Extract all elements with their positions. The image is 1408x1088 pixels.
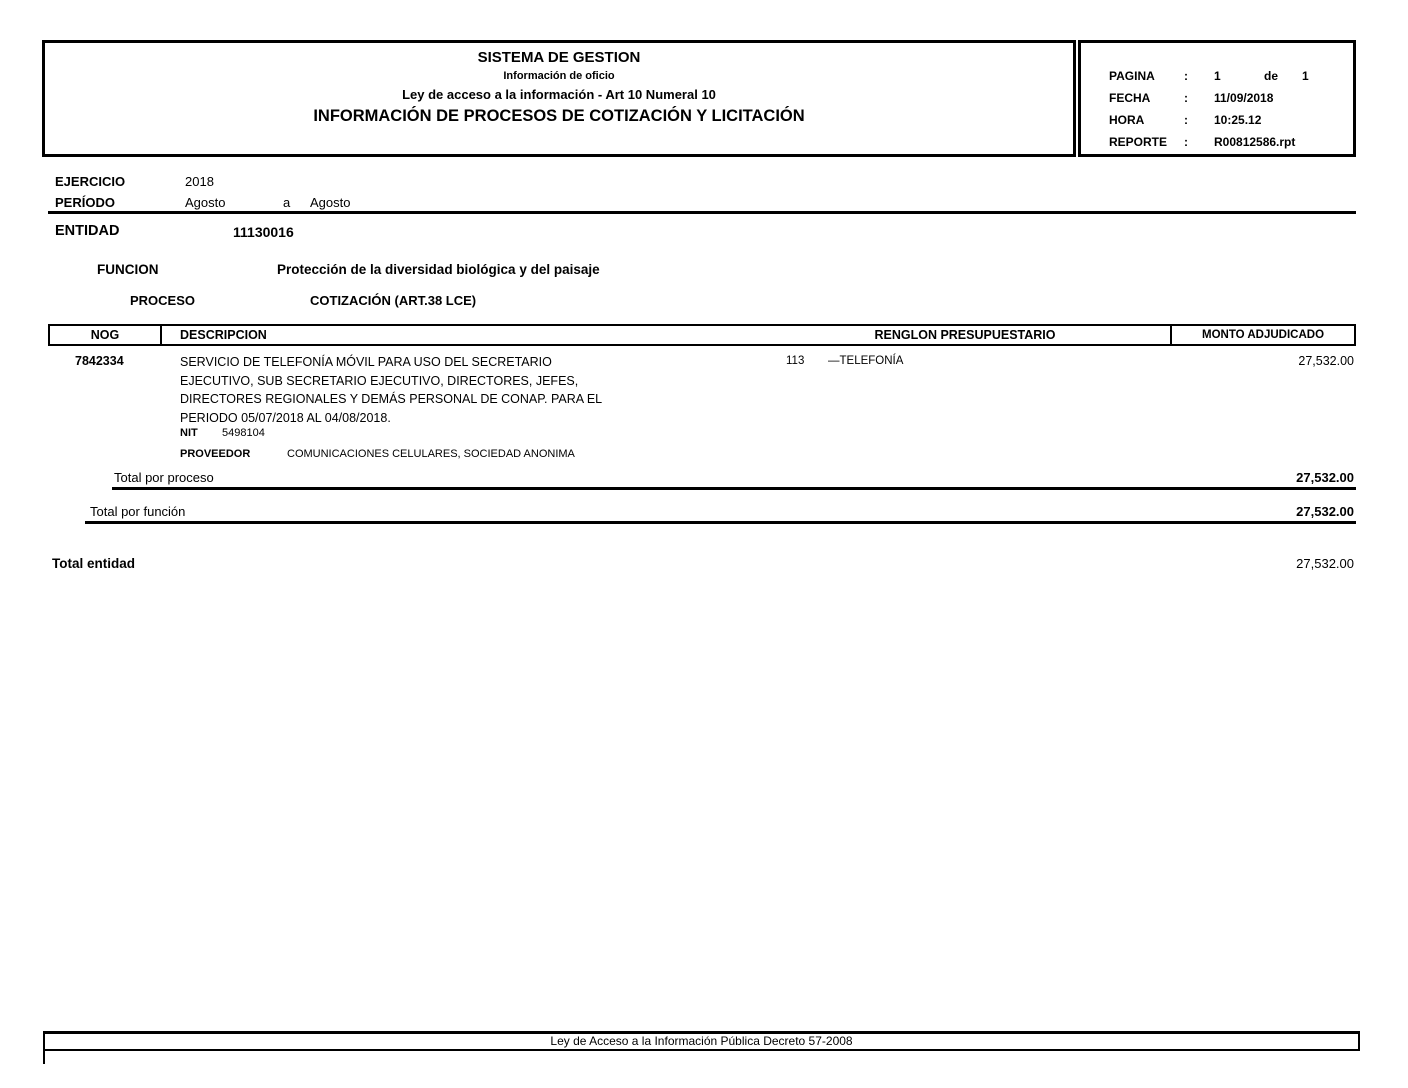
footer-legal-box xyxy=(43,1031,1360,1051)
divider-under-periodo xyxy=(48,211,1356,214)
proveedor-label: PROVEEDOR xyxy=(180,448,251,460)
col-header-descripcion: DESCRIPCION xyxy=(160,326,760,344)
reporte-value: R00812586.rpt xyxy=(1214,135,1296,149)
periodo-a: a xyxy=(283,195,291,210)
fecha-label: FECHA xyxy=(1109,91,1151,105)
total-entidad-monto: 27,532.00 xyxy=(1296,556,1354,571)
periodo-label: PERÍODO xyxy=(55,195,115,210)
renglon-nombre: —TELEFONÍA xyxy=(828,355,904,367)
total-entidad-label: Total entidad xyxy=(52,556,135,571)
footer-left-tick xyxy=(43,1051,45,1064)
report-header-box xyxy=(42,40,1076,157)
pagina-de: de xyxy=(1264,69,1279,83)
report-subtitle-ley: Ley de acceso a la información - Art 10 Numeral 10 xyxy=(402,87,716,102)
report-subtitle-oficio: Información de oficio xyxy=(503,70,615,82)
entidad-value: 11130016 xyxy=(233,224,294,240)
ejercicio-value: 2018 xyxy=(185,174,214,189)
total-proceso-rule xyxy=(112,487,1356,490)
hora-colon: : xyxy=(1184,113,1188,127)
descripcion-line: EJECUTIVO, SUB SECRETARIO EJECUTIVO, DIRECTORES, JEFES, xyxy=(180,373,579,388)
renglon-codigo: 113 xyxy=(786,355,805,367)
col-header-nog: NOG xyxy=(90,328,120,342)
entidad-label: ENTIDAD xyxy=(55,223,120,239)
ejercicio-label: EJERCICIO xyxy=(55,174,126,189)
periodo-to: Agosto xyxy=(310,195,351,210)
fecha-colon: : xyxy=(1184,91,1188,105)
col-header-monto: MONTO ADJUDICADO xyxy=(1170,326,1354,344)
row-descripcion xyxy=(180,353,602,427)
table-header xyxy=(48,324,1356,346)
nit-value: 5498104 xyxy=(222,427,265,439)
total-funcion-rule xyxy=(85,521,1356,524)
report-title: SISTEMA DE GESTION xyxy=(477,49,641,66)
proceso-label: PROCESO xyxy=(130,293,196,308)
proceso-value: COTIZACIÓN (ART.38 LCE) xyxy=(310,293,477,308)
descripcion-line: DIRECTORES REGIONALES Y DEMÁS PERSONAL DE CONAP. PARA EL xyxy=(180,392,603,406)
funcion-label: FUNCION xyxy=(97,262,159,277)
hora-label: HORA xyxy=(1109,113,1145,127)
report-subtitle-procesos: INFORMACIÓN DE PROCESOS DE COTIZACIÓN Y LICITACIÓN xyxy=(313,107,805,125)
info-row-pagina xyxy=(1081,69,1353,85)
reporte-colon: : xyxy=(1184,135,1188,149)
pagina-label: PAGINA xyxy=(1109,69,1155,83)
col-header-renglon: RENGLON PRESUPUESTARIO xyxy=(874,328,1056,342)
info-row-fecha xyxy=(1081,91,1353,107)
footer-legal-text: Ley de Acceso a la Información Pública Decreto 57-2008 xyxy=(550,1034,853,1048)
total-funcion-monto: 27,532.00 xyxy=(1296,504,1354,519)
periodo-from: Agosto xyxy=(185,195,226,210)
funcion-value: Protección de la diversidad biológica y del paisaje xyxy=(277,262,600,277)
total-proceso-label: Total por proceso xyxy=(114,470,214,485)
descripcion-line: PERIODO 05/07/2018 AL 04/08/2018. xyxy=(180,410,391,425)
fecha-value: 11/09/2018 xyxy=(1214,91,1274,105)
reporte-label: REPORTE xyxy=(1109,135,1168,149)
proveedor-value: COMUNICACIONES CELULARES, SOCIEDAD ANONIMA xyxy=(287,448,575,460)
info-row-reporte xyxy=(1081,135,1353,151)
pagina-value: 1 xyxy=(1214,69,1221,83)
nit-label: NIT xyxy=(180,427,198,439)
row-nog: 7842334 xyxy=(75,354,124,368)
pagina-colon: : xyxy=(1184,69,1188,83)
total-funcion-label: Total por función xyxy=(90,504,186,519)
descripcion-line: SERVICIO DE TELEFONÍA MÓVIL PARA USO DEL SECRETARIO xyxy=(180,355,552,369)
report-info-box xyxy=(1078,40,1356,157)
pagina-total: 1 xyxy=(1302,69,1309,83)
row-monto: 27,532.00 xyxy=(1298,354,1354,368)
hora-value: 10:25.12 xyxy=(1214,113,1262,127)
total-proceso-monto: 27,532.00 xyxy=(1296,470,1354,485)
info-row-hora xyxy=(1081,113,1353,129)
